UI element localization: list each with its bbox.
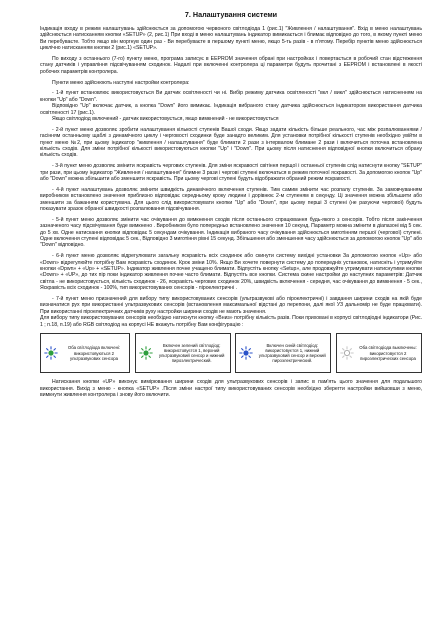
legend-item-leds-off	[336, 333, 422, 373]
paragraph-eeprom-save: По виходу з останнього (7-го) пункту меню, програма записує в EEPROM значення обрані при настройках і повертається в робочий стан відстеження стану датчиків і управління підсвічуванням сходинок. Надалі при включенні контролера ці параметри будуть прочитані з EEPROM і встановлені в якості робочих параметрів контролера.	[40, 56, 422, 75]
paragraph-width-measure: Натискання кнопки «UP» виконує вимірювання ширини сходів для ультразвукових сенсорів і запис в пам'ять цього значення для подальшого використання. Вихід з меню - кнопка «SETUP» .Після зміни настрої типу використовуваних сенсорів необхідно зберегти настройки вийшовши з меню, вимкнути живлення контролера і знову його включити.	[40, 379, 422, 399]
paragraph-menu-item-1: - 1-й пункт встановлює використовується Ви датчик освітленості чи ні. Вибір режиму датчика освітленості "вкл / викл" здійснюється натисненням на кнопки "Up" або "Down".	[40, 90, 422, 103]
led-both-icon	[44, 346, 58, 360]
paragraph-setup-indication: Індикація входу в режим налаштувань здійснюється за допомогою червоного світлодіода 1 (рис.1) "Живлення / налаштування". Вхід в меню налаштувань здійснюється натисканням кнопки «SETUP» (2, рис.1) При вході в меню налаштувань індикатор вимикається і блимає відповідно до того, в якому пункті меню Ви перебуваєте. Тобто якщо він моргнув один раз - Ви перебуваєте в першому пункті меню, якщо 5-ть разів - в п'ятому. Перебір пунктів меню здійснюється циклічно натисканням кнопки 2 (рис.1) «SETUP».	[40, 26, 422, 52]
paragraph-menu-item-7: - 7-й пункт меню призначений для вибору типу використовуваних сенсорів (ультразвукові або піроелектричні) і завдання ширини сходів на якій буде визначатися рух при використанні ультразвукових сенсорів (встановлення максимальної відстані до перепони, далі якої УЗ дальномір не буде працювати). При використанні піроелектричних датчиків руху настройки ширини сходів не мають значення.	[40, 296, 422, 315]
paragraph-menu-item-5: - 5-й пункт меню дозволяє змінити час очікування до вимкнення сходів після останнього спрацювання будь-якого з сенсорів. Тобто після закінчення зазначеного часу підсвічування буде вимкнено . Виробником було попередньо встановлено значення 10 секунд. Параметр можна змінити в діапазоні від 5 сек. до 5 хв. Одне натискання кнопки відповідає 5 секундам очікування. Індикація вибраного часу очікування здійснюється миготінням першої (чергової) ступені. Одне включення ступені відповідає 5 сек., Відповідно 3 миготіння рівні 15 секунд. Збільшення або зменшення часу здійснюється за допомогою кнопок "Up" або "Down" відповідно.	[40, 216, 422, 249]
paragraph-menu-item-1-buttons: Відповідно "Up" включає датчик, а кнопка "Down" його вимикає. Індикація вибраного стану датчика здійснюється індикатором використання датчика освітленості 17 (рис.1).	[40, 103, 422, 116]
paragraph-menu-item-4: - 4-й пункт налаштувань дозволяє змінити швидкість динамічного включення ступенів. Тим самим змінити час розпалу ступенів. За замовчуванням виробником встановлено значення приблизно відповідає середньому кроку людини і дорівнює 2-м ступеням в секунду. Ці значення можна збільшити або зменшити за бажанням користувача. Для цього слід використовувати кнопки "Up" або "Down", при цьому перші 3 ступені (не рахуючи чергової) будуть показувати зразок обраної швидкості розпалювання підсвічування.	[40, 186, 422, 212]
led-green-icon	[139, 346, 153, 360]
led-blue-icon	[239, 346, 253, 360]
legend-item-green-led	[135, 333, 231, 373]
legend-label: Включен зелений світлодіод: використовуєтся 1, верхний ультразвуковий сенсор и нижний пироэлектрический.	[158, 342, 225, 364]
paragraph-menu-item-1-led: Якщо світлодіод включений - датчик використовується, якщо вимкнений - не використовується	[52, 116, 279, 122]
paragraph-menu-item-2: - 2-й пункт меню дозволяє зробити налаштування кількості ступенів Вашої сходи. Якщо задати кількість більше реального, час між розпалюваннями / гасінням останньому щаблі з динамічного циклу і черговості сходинки буде занадто великим. Для установки потрібної кількості ступенів необхідно увійти в пункт меню №2, при цьому індикатор "живлення / налаштування" буде блимати 2 рази з інтервалом блимане 2 рази і включиться поточна встановлена кількість сходів. Для зміни потрібної кількості використовуються кнопки "Up" і "Down". При цьому після натиснення відповідної кнопки включиться обрану кількість сходів.	[40, 126, 422, 159]
legend-label: Оба світлодіода выключены: використовуєтся 2 пироэлектрических сенсора	[359, 345, 417, 361]
led-off-icon	[340, 346, 354, 360]
paragraph-menu-intro: Пункти меню здійснюють наступні настройки контролера:	[52, 79, 190, 86]
legend-label: Включен синій світлодіод: використовуєтся 1, нижний ультразвуковий сенсор и верхний пироэлектрический.	[258, 342, 326, 364]
section-title: 7. Налаштування системи	[184, 10, 278, 19]
paragraph-menu-item-6: - 6-й пункт меню дозволяє відрегулювати загальну яскравість всіх сходинок або скинути систему вихідні установки За допомогою кнопок «Up» або «Down» відрегулюйте потрібну Вам яскравість сходинок. Крок зміни 10%. Якщо Ви хочете повернути систему до попередніх установок, натисніть і утримуйте кнопки «Dpwn» + «Up» + «SETUP». Індикатор живлення почне учащено блимати. Відпустіть кнопку «Setup», але продовжуйте утримувати натиснутими кнопки «Down» + «UP», до тих пір поки індикатор живлення почне часто блимати. Відпустіть все кнопки. Система скине настройки до наступних параметрів: Датчик світла - не використовується, кількість сходинок - 26, яскравість чергових сходинок 20%, швидкість включення - середня, час очікування до вимкнення - 5 сек., Яскравість всіх сходинок - 100%, тип використовуваних сенсорів - піроелектричні .	[40, 253, 422, 292]
paragraph-menu-item-3: - 3-й пункт меню дозволяє змінити яскравість чергових ступенів. Для зміни яскравості світіння перщої і останньої ступенів слід натиснути кнопку "SETUP" три рази, при цьому індикатор "Живлення / налаштування" блимне 3 рази і чергові ступені включаться в режим поточної яскравості. За допомогою кнопок "Up" або "Down" можна збільшити або зменшити яскравість. При цьому чергові ступені будуть відображати обраний режим яскравості.	[40, 163, 422, 182]
legend-item-both-leds	[40, 333, 130, 373]
sensor-config-legend	[40, 333, 422, 373]
paragraph-sensor-selection: Для вибору типу використовуваних сенсорів необхідно натиснути кнопку «Вниз» потрібну кількість разів. Поки приховані в корпусі світлодіодні індикатори (Рис. 1 ; п.18, п.19) або RGB світлодіод на корпусі НЕ вкажуть потрібну Вам конфігурацію :	[40, 315, 422, 328]
legend-label: Оба світлодіода включені: використовуються 2 ультразвукових сенсора	[67, 345, 121, 361]
legend-item-blue-led	[235, 333, 331, 373]
